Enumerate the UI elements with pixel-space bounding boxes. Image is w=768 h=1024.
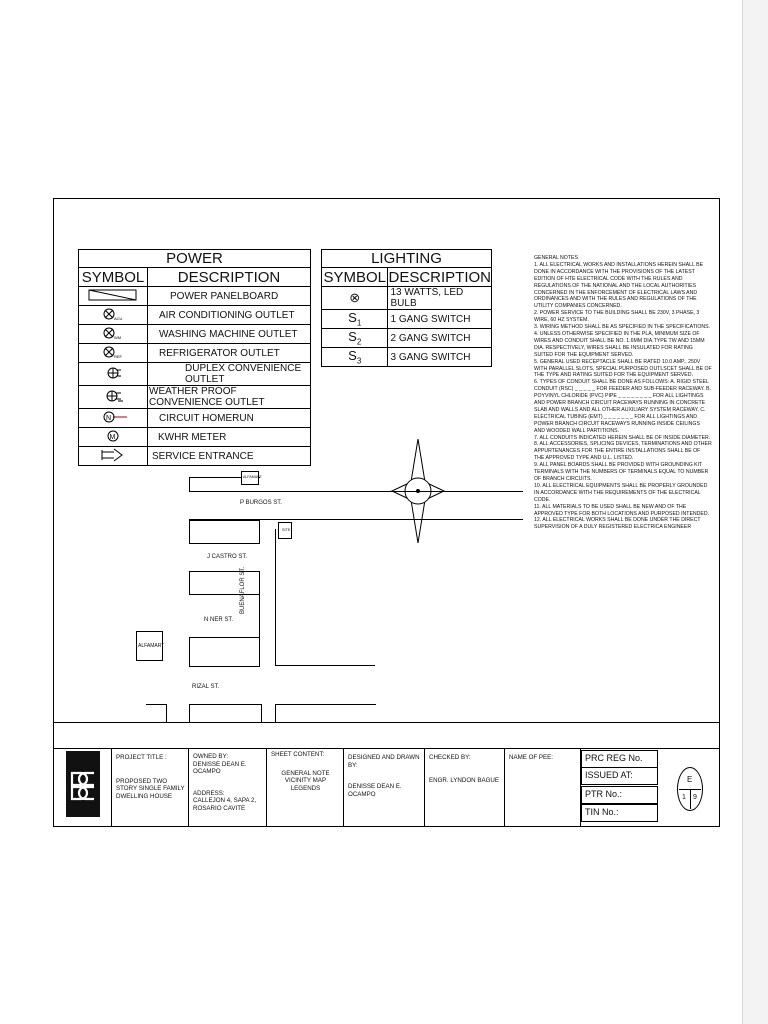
site-marker: SITE <box>278 522 292 539</box>
lighting-description-header: DESCRIPTION <box>388 268 491 286</box>
note-item: 5. GENERAL USED RECEPTACLE SHALL BE RATED 10.0 AMP., 250V WITH PARALLEL SLOTS, SPECIAL PURPOSED OUTLSCET SHALL BE OF THE TYPE AND RATING SUITED FOR THE EQUIPMENT SERVED. <box>534 358 712 379</box>
road-edge <box>275 665 375 666</box>
washing-machine-outlet-icon <box>79 325 148 344</box>
road-edge <box>189 704 262 723</box>
sheet-number-badge <box>677 767 703 811</box>
rizal-label: RIZAL ST. <box>192 684 220 690</box>
legend-description: 1 GANG SWITCH <box>388 310 492 329</box>
switch-symbol: $S_1$ <box>322 310 388 329</box>
owned-by-label: OWNED BY: <box>193 753 229 760</box>
service-entrance-icon <box>79 447 148 466</box>
n-ner-label: N NER ST. <box>204 617 234 623</box>
svg-text:WM: WM <box>114 334 122 340</box>
lot-block <box>189 637 260 667</box>
lighting-legend-title: LIGHTING <box>322 250 492 268</box>
total-sheets: 9 <box>693 794 697 801</box>
notes-title: GENERAL NOTES <box>534 255 578 261</box>
sheet-content-item: LEGENDS <box>290 784 321 792</box>
legend-description: POWER PANELBOARD <box>148 287 311 306</box>
legend-description: CIRCUIT HOMERUN <box>148 409 311 428</box>
sheet-code: E <box>687 775 693 784</box>
sheet-content-cell <box>267 748 344 827</box>
sheet-content-item: VICINITY MAP <box>284 777 327 784</box>
designer-name: DENISSE DEAN E. OCAMPO <box>348 783 402 798</box>
checked-by-label: CHECKED BY: <box>429 754 471 761</box>
svg-text:ACU: ACU <box>114 315 123 321</box>
legend-description: REFRIGERATOR OUTLET <box>148 344 311 363</box>
note-item: 8. ALL ACCESSORIES, SPLICING DEVICES, TERMINATIONS AND OTHER APPURTENANCES FOR THE ENTIRE INSTALLATIONS SHALL BE OF THE APPROVED TYPE AND U.L. LISTED. <box>534 441 712 462</box>
lighting-symbol-header: SYMBOL <box>323 268 386 286</box>
led-bulb-icon: ⊗ <box>322 287 388 310</box>
general-notes <box>534 255 712 531</box>
drawing-sheet <box>53 198 720 827</box>
legend-description: KWHR METER <box>148 428 311 447</box>
project-title-cell <box>111 748 189 827</box>
address: CALLEJON 4, SAPA 2, ROSARIO CAVITE <box>193 797 257 812</box>
page-edge <box>742 0 768 1024</box>
duplex-outlet-icon <box>79 363 148 386</box>
note-item: 11. ALL MATERIALS TO BE USED SHALL BE NEW AND OF THE APPROVED TYPE FOR BOTH LOCATIONS AND PURPOSED INTENDED. <box>534 503 710 517</box>
legend-description: WEATHER PROOF CONVENIENCE OUTLET <box>148 386 311 409</box>
switch-symbol: $S_3$ <box>322 348 388 367</box>
legend-description: AIR CONDITIONING OUTLET <box>148 306 311 325</box>
note-item: 10. ALL ELECTRICAL EQUIPMENTS SHALL BE PROPERLY GROUNDED IN ACCORDANCE WITH THE REQUIREMENTS OF THE ELECTRICAL CODE. <box>534 482 708 503</box>
legend-description: 2 GANG SWITCH <box>388 329 492 348</box>
owner-cell <box>189 748 267 827</box>
kwhr-meter-icon <box>79 428 148 447</box>
j-castro-label: J CASTRO ST. <box>207 554 248 560</box>
note-item: 2. POWER SERVICE TO THE BUILDING SHALL BE 230V, 3 PHASE, 3 WIRE, 60 HZ SYSTEM. <box>534 310 700 324</box>
note-item: 4. UNLESS OTHERWISE SPECIFIED IN THE PLA, MINIMUM SIZE OF WIRES AND CONDUIT SHALL BE NO. 1.6MM DIA.TYPE TW AND 15MM DIA. RESPECTIVELY, WIRES SHALL BE INSULATED FOR RATING SUITED FOR THE EQUIPMENT SERVED. <box>534 330 705 358</box>
checker-cell <box>425 748 505 827</box>
sheet-number: 1 <box>682 794 686 801</box>
p-burgos-label: P BURGOS ST. <box>240 500 282 506</box>
title-block-top <box>54 722 719 723</box>
legend-description: 3 GANG SWITCH <box>388 348 492 367</box>
power-legend-table <box>78 249 311 466</box>
lighting-legend-table <box>321 249 492 367</box>
power-description-header: DESCRIPTION <box>148 268 311 287</box>
alfamart-top-block: ALFAMART <box>241 471 259 485</box>
refrigerator-outlet-icon <box>79 344 148 363</box>
road-edge <box>146 704 167 723</box>
road-edge <box>275 704 376 723</box>
panelboard-icon <box>79 287 148 306</box>
tin-field: TIN No.: <box>581 804 658 822</box>
power-legend-title: POWER <box>79 250 311 268</box>
badge-divider <box>690 789 691 809</box>
lot-block <box>189 571 260 595</box>
legend-description: SERVICE ENTRANCE <box>148 447 311 466</box>
designed-by-label: DESIGNED AND DRAWN BY: <box>348 754 420 769</box>
project-title: PROPOSED TWO STORY SINGLE FAMILY DWELLING HOUSE <box>116 777 185 800</box>
lot-block <box>189 520 260 544</box>
acu-outlet-icon <box>79 306 148 325</box>
legend-description: DUPLEX CONVENIENCE OUTLET <box>148 363 311 386</box>
svg-text:M: M <box>109 433 116 441</box>
pee-label: NAME OF PEE: <box>509 754 554 761</box>
company-logo <box>66 751 100 817</box>
ptr-field: PTR No.: <box>581 786 658 804</box>
svg-text:REF: REF <box>114 353 122 359</box>
prc-reg-field: PRC REG No. <box>581 750 658 768</box>
weatherproof-outlet-icon <box>79 386 148 409</box>
buenaflor-street-edge <box>259 579 260 665</box>
power-symbol-header: SYMBOL <box>79 268 148 287</box>
legend-description: WASHING MACHINE OUTLET <box>148 325 311 344</box>
alfamart-left-block: ALFAMART <box>136 631 163 661</box>
svg-text:N: N <box>106 414 112 422</box>
note-item: 7. ALL CONDUITS INDICATED HEREIN SHALL BE OF INSIDE DIAMETER. <box>534 434 711 441</box>
switch-symbol: $S_2$ <box>322 329 388 348</box>
note-item: 1. ALL ELECTRICAL WORKS AND INSTALLATIONS HEREIN SHALL BE DONE IN ACCORDANCE WITH THE PROVISIONS OF THE LATEST EDITION OF HTE ELECTRICAL CODE WITH THE RULES AND REGULATIONS OF THE NATIONAL AND THE LOCAL AUTHORITIES CONCERNED IN THE ENFORCEMENT OF ELECTRICAL LAWS AND ORDINANCES AND WITH THE RULES AND REGULATIONS OF THE UTILITY COMPANIES CONCERNED. <box>534 261 704 310</box>
note-item: 3. WIRING METHOD SHALL BE AS SPECIFIED IN THE SPECIFICATIONS. <box>534 324 711 331</box>
buenaflor-street-edge <box>275 529 276 665</box>
buenaflor-label: BUENAFLOR ST. <box>240 566 246 614</box>
sheet-content-label: SHEET CONTENT: <box>271 751 325 758</box>
note-item: 12. ALL ELECTRICAL WORKS SHALL BE DONE UNDER THE DIRECT SUPERVISION OF A DULY REGISTERED ELECTRICA ENGINEER <box>534 517 701 531</box>
checker-name: ENGR. LYNDON BAGUE <box>429 776 500 784</box>
issued-at-field: ISSUED AT: <box>581 767 658 785</box>
owner-name: DENISSE DEAN E. OCAMPO <box>193 760 247 775</box>
circuit-homerun-icon <box>79 409 148 428</box>
address-label: ADDRESS: <box>193 789 225 797</box>
designer-cell <box>344 748 425 827</box>
sheet-content-item: GENERAL NOTE <box>281 769 330 777</box>
legend-description: 13 WATTS, LED BULB <box>388 287 492 310</box>
note-item: 9. ALL PANEL BOARDS SHALL BE PROVIDED WITH GROUNDING KIT TERMINALS WITH THE NUMBERS OF TERMINALS EQUAL TO NUMBER OF BRANCH CIRCUITS. <box>534 462 709 482</box>
project-title-label: PROJECT TITLE : <box>116 754 167 761</box>
pee-cell <box>505 748 581 827</box>
note-item: 6. TYPES OF CONDUIT SHALL BE DONE AS FOLLOWS: A. RIGID STEEL CONDUIT (RSC) _ _ _ _ _ FOR FEEDER AND SUB-FEEDER RACEWAY. B. POYVINYL CHLORIDE (PVC) PIPE _ _ _ _ _ _ _ _ FOR ALL LIGHTINGS AND POWER BRANCH CIRCUIT RACEWAYS RUNNING IN CONCRETE SLAB AND WALLS AND ALL OTHER AUXILIARY SYSTEM RACEWAY. C. ELECTRICAL TUBING (EMT) _ _ _ _ _ _ _ FOR ALL LIGHTINGS AND POWER BRANCH CIRCUIT RACEWAYS RUNNING INSIDE CEILINGS AND WOODED WALL PARTITIONS. <box>534 379 712 434</box>
